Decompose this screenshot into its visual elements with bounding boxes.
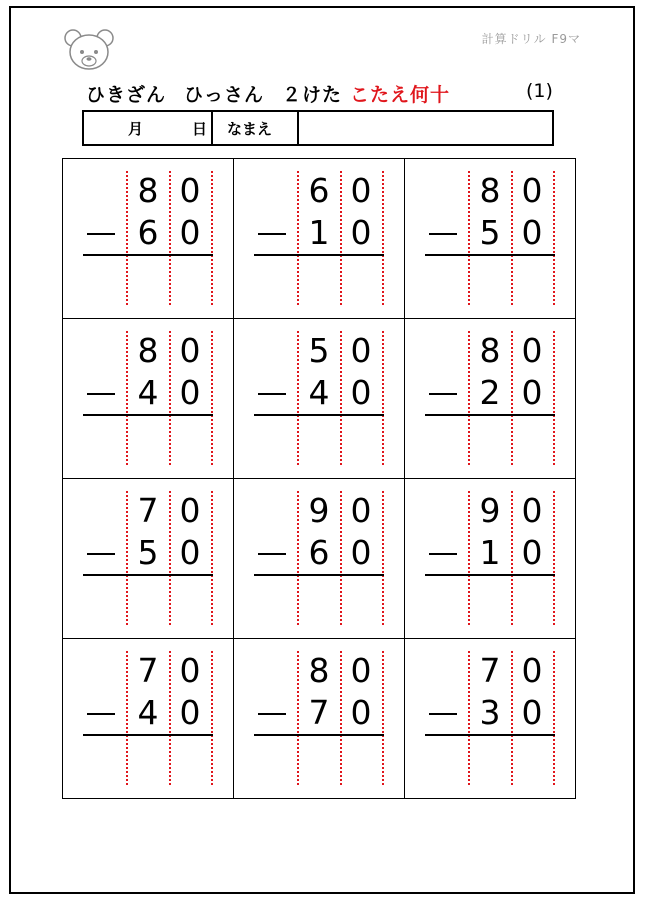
title-part-hikizan: ひきざん	[86, 84, 167, 106]
minuend-digit: 8	[137, 331, 159, 370]
answer-area[interactable]	[126, 737, 212, 787]
minuend-digit: 8	[137, 171, 159, 210]
problem-cell	[234, 639, 405, 799]
subtrahend-digit: 0	[350, 373, 372, 412]
minus-sign	[429, 553, 457, 555]
subtrahend-digit: 0	[179, 373, 201, 412]
problem-cell	[234, 319, 405, 479]
answer-line	[254, 734, 384, 736]
answer-line	[83, 574, 213, 576]
subtrahend-digit: 6	[137, 213, 159, 252]
subtrahend-digit: 0	[179, 693, 201, 732]
subtrahend-digit: 0	[521, 213, 543, 252]
minuend-digit: 5	[308, 331, 330, 370]
answer-area[interactable]	[126, 417, 212, 467]
problem-cell	[63, 639, 234, 799]
subtrahend-digit: 0	[179, 533, 201, 572]
problem-cell	[234, 159, 405, 319]
minuend-digit: 0	[179, 491, 201, 530]
minuend-digit: 0	[521, 171, 543, 210]
answer-area[interactable]	[297, 417, 383, 467]
minus-sign	[87, 233, 115, 235]
subtrahend-digit: 0	[350, 213, 372, 252]
subtrahend-digit: 0	[521, 533, 543, 572]
minus-sign	[429, 713, 457, 715]
subtrahend-digit: 7	[308, 693, 330, 732]
problem-cell	[405, 479, 576, 639]
answer-line	[425, 574, 555, 576]
name-date-box	[82, 110, 554, 146]
subtrahend-digit: 0	[521, 373, 543, 412]
minus-sign	[87, 553, 115, 555]
answer-area[interactable]	[468, 417, 554, 467]
subtrahend-digit: 4	[137, 373, 159, 412]
subtrahend-digit: 0	[179, 213, 201, 252]
minus-sign	[87, 393, 115, 395]
name-label: なまえ	[227, 120, 273, 138]
answer-line	[254, 414, 384, 416]
minuend-digit: 9	[308, 491, 330, 530]
subtrahend-digit: 4	[308, 373, 330, 412]
title-part-digits: ２けた	[282, 84, 343, 106]
minuend-digit: 0	[350, 491, 372, 530]
answer-line	[83, 734, 213, 736]
minus-sign	[258, 713, 286, 715]
answer-area[interactable]	[126, 257, 212, 307]
minus-sign	[258, 393, 286, 395]
answer-line	[83, 254, 213, 256]
minuend-digit: 0	[179, 331, 201, 370]
minus-sign	[258, 553, 286, 555]
answer-area[interactable]	[297, 257, 383, 307]
answer-area[interactable]	[297, 577, 383, 627]
minuend-digit: 0	[350, 331, 372, 370]
bear-face-icon	[62, 28, 116, 72]
minus-sign	[429, 233, 457, 235]
problem-cell	[63, 319, 234, 479]
date-name-divider	[211, 112, 213, 144]
brand-label: 計算ドリル F9マ	[481, 32, 581, 46]
page-title	[86, 80, 450, 107]
minuend-digit: 0	[521, 331, 543, 370]
problem-cell	[405, 159, 576, 319]
minuend-digit: 9	[479, 491, 501, 530]
subtrahend-digit: 0	[521, 693, 543, 732]
minuend-digit: 8	[308, 651, 330, 690]
answer-line	[425, 414, 555, 416]
problem-cell	[63, 479, 234, 639]
subtrahend-digit: 1	[308, 213, 330, 252]
minuend-digit: 7	[137, 491, 159, 530]
minuend-digit: 0	[521, 651, 543, 690]
answer-area[interactable]	[468, 577, 554, 627]
minuend-digit: 8	[479, 331, 501, 370]
subtrahend-digit: 5	[137, 533, 159, 572]
title-part-answer-tens: こたえ何十	[350, 84, 451, 106]
minuend-digit: 0	[179, 171, 201, 210]
name-input-area[interactable]	[299, 112, 552, 144]
answer-line	[83, 414, 213, 416]
minuend-digit: 7	[479, 651, 501, 690]
problem-cell	[234, 479, 405, 639]
minuend-digit: 6	[308, 171, 330, 210]
month-label: 月	[128, 120, 144, 138]
minus-sign	[87, 713, 115, 715]
problem-cell	[405, 639, 576, 799]
subtrahend-digit: 4	[137, 693, 159, 732]
title-part-hissan: ひっさん	[184, 84, 265, 106]
minus-sign	[429, 393, 457, 395]
answer-line	[254, 254, 384, 256]
subtrahend-digit: 3	[479, 693, 501, 732]
minuend-digit: 0	[179, 651, 201, 690]
minuend-digit: 8	[479, 171, 501, 210]
day-label: 日	[192, 120, 208, 138]
answer-area[interactable]	[468, 257, 554, 307]
answer-area[interactable]	[126, 577, 212, 627]
sheet-number: (1)	[526, 80, 553, 102]
subtrahend-digit: 5	[479, 213, 501, 252]
answer-line	[425, 734, 555, 736]
subtrahend-digit: 0	[350, 693, 372, 732]
answer-area[interactable]	[468, 737, 554, 787]
answer-line	[254, 574, 384, 576]
minuend-digit: 0	[521, 491, 543, 530]
minus-sign	[258, 233, 286, 235]
minuend-digit: 0	[350, 171, 372, 210]
subtrahend-digit: 6	[308, 533, 330, 572]
problem-cell	[405, 319, 576, 479]
minuend-digit: 0	[350, 651, 372, 690]
subtrahend-digit: 2	[479, 373, 501, 412]
problem-grid	[62, 158, 576, 799]
subtrahend-digit: 0	[350, 533, 372, 572]
answer-area[interactable]	[297, 737, 383, 787]
subtrahend-digit: 1	[479, 533, 501, 572]
problem-cell	[63, 159, 234, 319]
answer-line	[425, 254, 555, 256]
minuend-digit: 7	[137, 651, 159, 690]
